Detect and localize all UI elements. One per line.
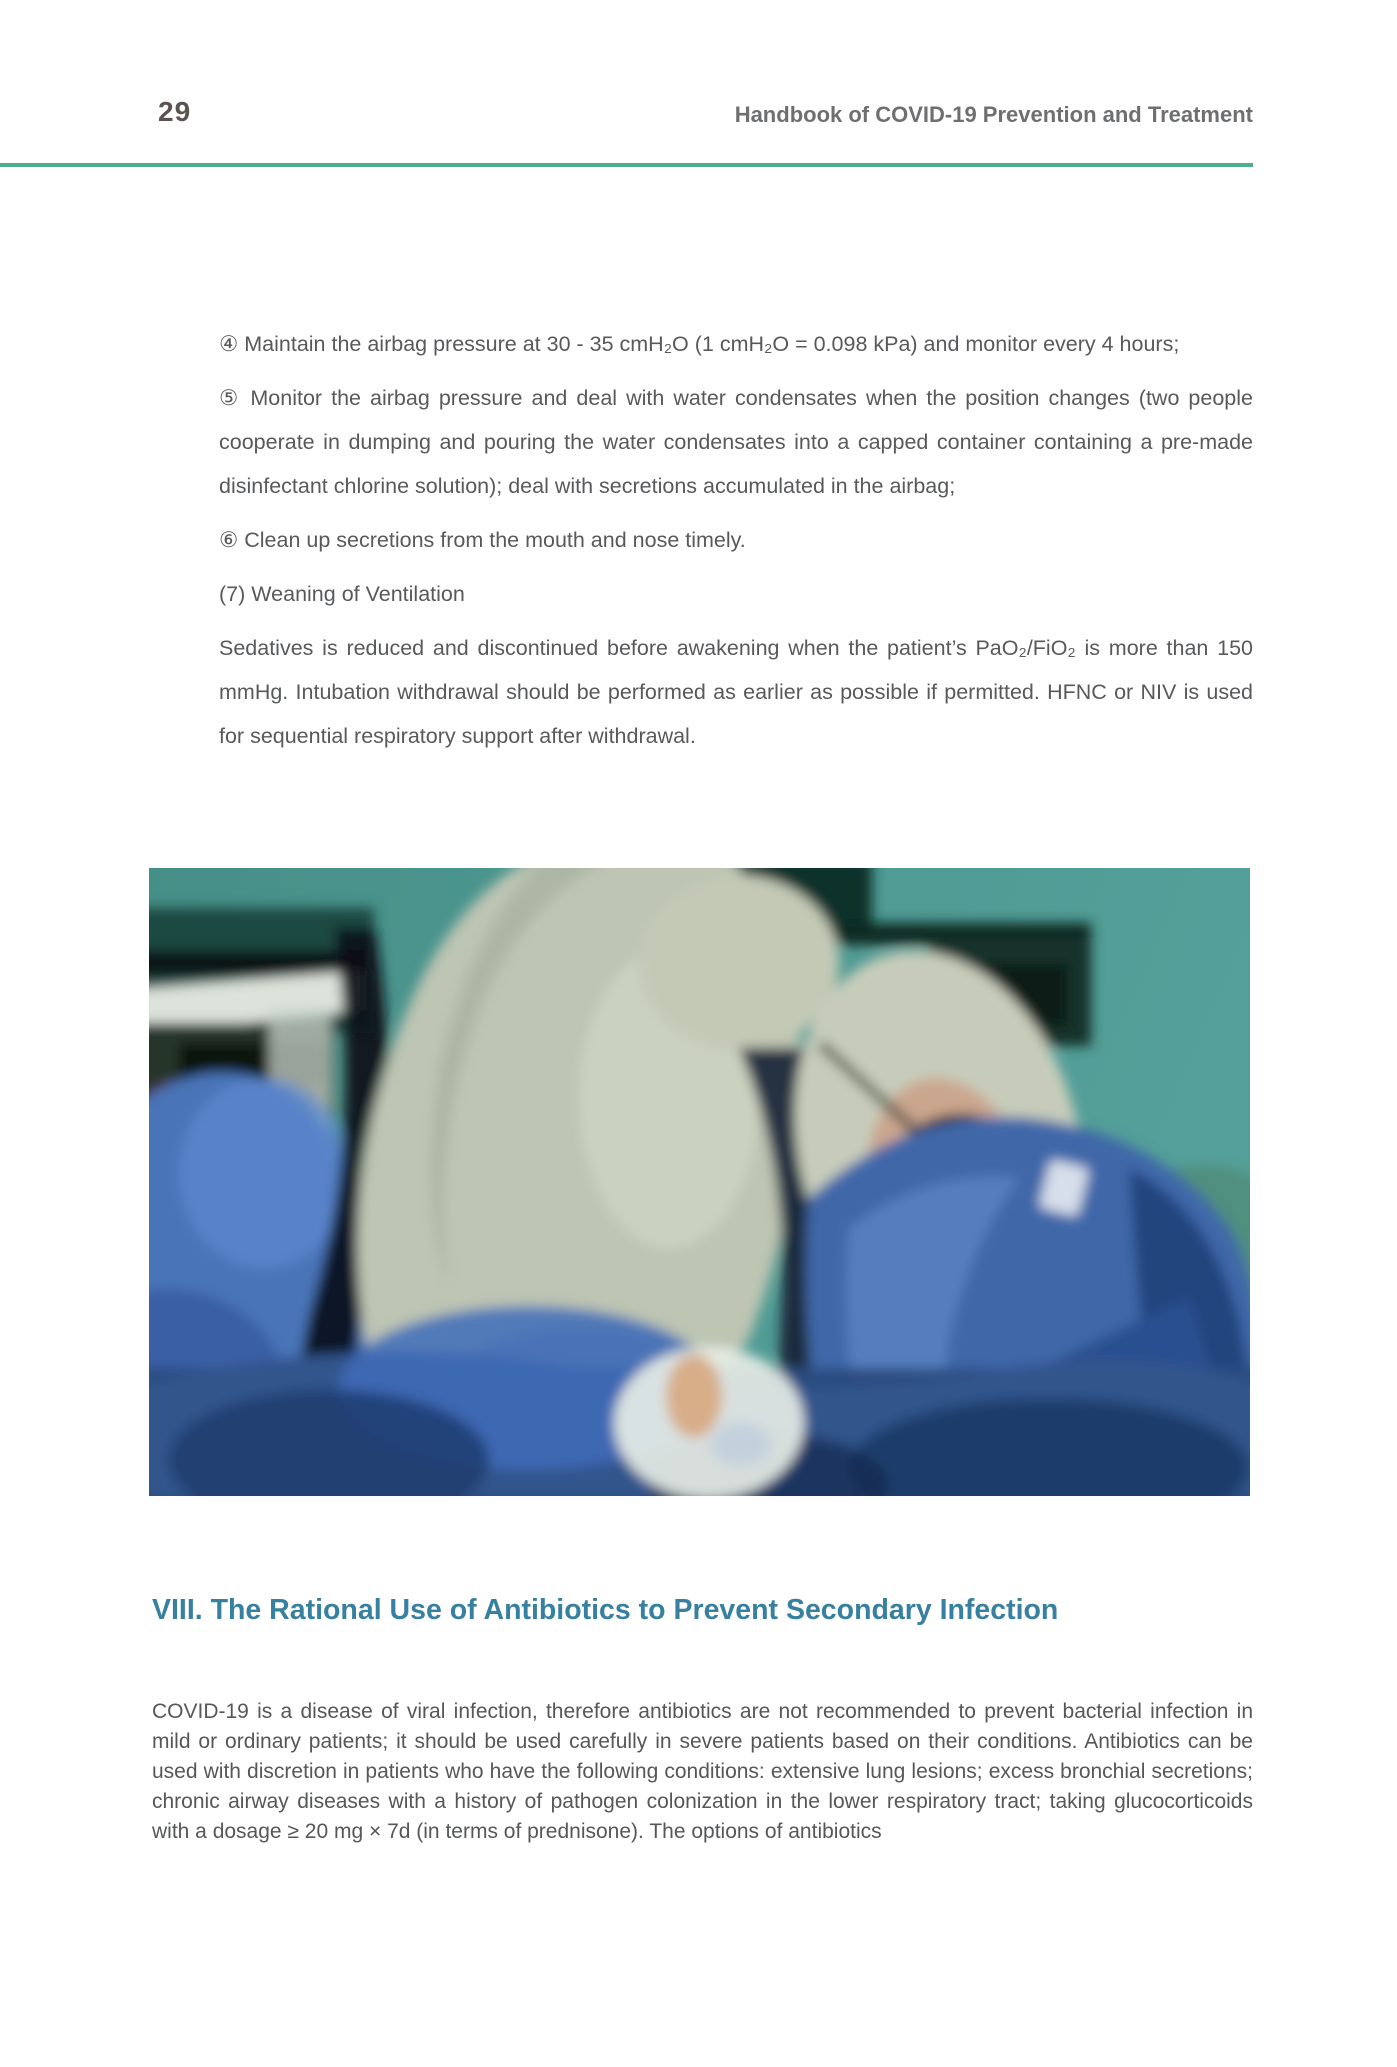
page-header — [158, 96, 1253, 132]
operating-room-photo — [149, 868, 1250, 1496]
list-item-6: ⑥ Clean up secretions from the mouth and nose timely. — [219, 528, 746, 552]
list-item-5: ⑤ Monitor the airbag pressure and deal with water condensates when the position changes (two people cooperate in dumping and pouring the water condensates into a capped container containing a pre-made disinfectant chlorine solution); deal with secretions accumulated in the airbag; — [219, 386, 1253, 498]
weaning-paragraph: Sedatives is reduced and discontinued before awakening when the patient’s PaO₂/FiO₂ is more than 150 mmHg. Intubation withdrawal should be performed as earlier as possible if permitted. HFNC or NIV is used for sequential respiratory support after withdrawal. — [219, 636, 1253, 748]
book-title: Handbook of COVID-19 Prevention and Treatment — [734, 102, 1253, 127]
header-rule — [0, 163, 1253, 167]
ventilation-section — [219, 322, 1253, 768]
subsection-heading-7: (7) Weaning of Ventilation — [219, 582, 465, 606]
list-item-4: ④ Maintain the airbag pressure at 30 - 35 cmH₂O (1 cmH₂O = 0.098 kPa) and monitor every 4 hours; — [219, 332, 1180, 356]
section-viii-heading: VIII. The Rational Use of Antibiotics to Prevent Secondary Infection — [152, 1594, 1059, 1626]
page-number: 29 — [158, 96, 192, 127]
antibiotics-paragraph: COVID-19 is a disease of viral infection, therefore antibiotics are not recommended to prevent bacterial infection in mild or ordinary patients; it should be used carefully in severe patients based on their conditions. Antibiotics can be used with discretion in patients who have the following conditions: extensive lung lesions; excess bronchial secretions; chronic airway diseases with a history of pathogen colonization in the lower respiratory tract; taking glucocorticoids with a dosage ≥ 20 mg × 7d (in terms of prednisone). The options of antibiotics — [152, 1700, 1253, 1843]
